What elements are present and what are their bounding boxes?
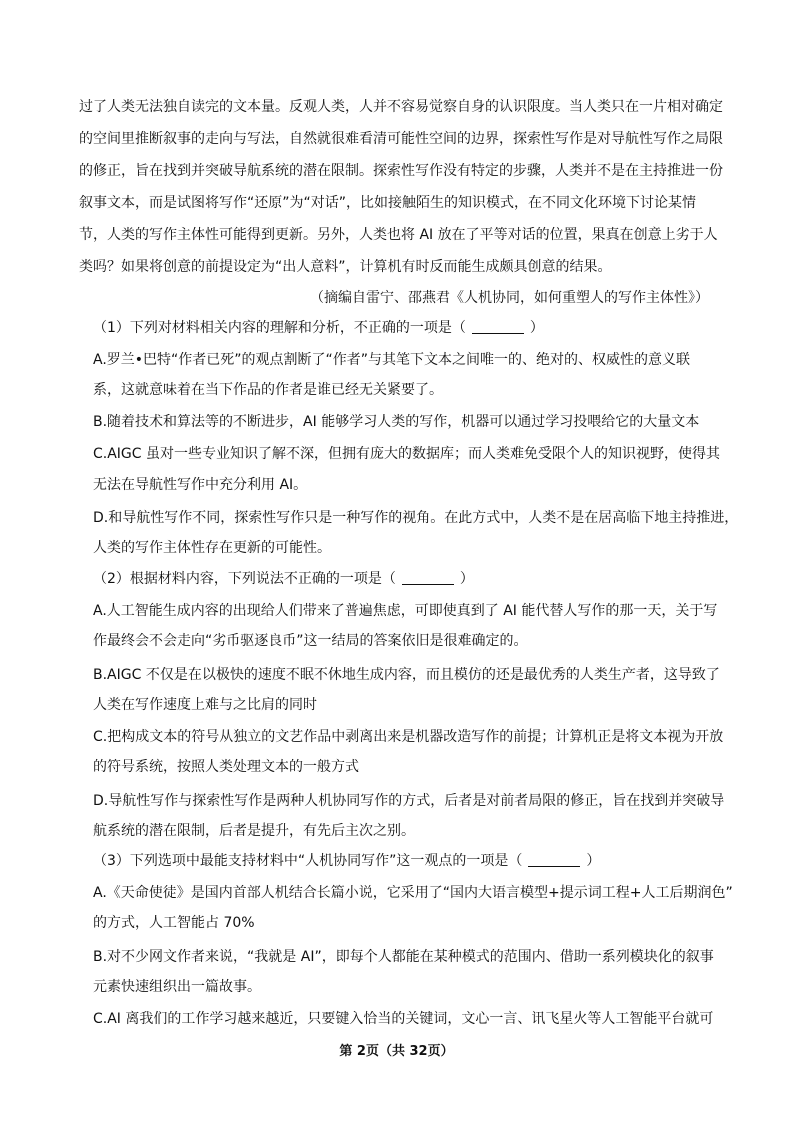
q3-option-a-line-2: 的方式，人工智能占 70% — [93, 915, 255, 931]
q1-option-b-line-1: B.随着技术和算法等的不断进步，AI 能够学习人类的写作，机器可以通过学习投喂给它的大量文本 — [93, 414, 700, 430]
q2-option-b-line-1: B.AIGC 不仅是在以极快的速度不眠不休地生成内容，而且模仿的还是最优秀的人类生产者，这导致了 — [93, 667, 720, 683]
q1-option-a-line-1: A.罗兰•巴特“作者已死”的观点割断了“作者”与其笔下文本之间唯一的、绝对的、权威性的意义联 — [93, 352, 691, 368]
question-3-text: （3）下列选项中最能支持材料中“人机协同写作”这一观点的一项是（ — [93, 853, 523, 869]
question-2-text: （2）根据材料内容，下列说法不正确的一项是（ — [93, 571, 396, 587]
q1-option-a-line-2: 系，这就意味着在当下作品的作者是谁已经无关紧要了。 — [93, 382, 443, 398]
question-3-stem — [93, 846, 600, 876]
q2-option-c-line-2: 的符号系统，按照人类处理文本的一般方式 — [93, 759, 359, 775]
q1-option-c-line-2: 无法在导航性写作中充分利用 AI。 — [93, 477, 308, 493]
q2-option-c-line-1: C.把构成文本的符号从独立的文艺作品中剥离出来是机器改造写作的前提；计算机正是将文本视为开放 — [93, 729, 724, 745]
question-3-close: ） — [586, 853, 601, 869]
body-line-4: 叙事文本，而是试图将写作“还原”为“对话”，比如接触陌生的知识模式，在不同文化环境下讨论某情 — [79, 195, 697, 211]
q1-option-d-line-1: D.和导航性写作不同，探索性写作只是一种写作的视角。在此方式中，人类不是在居高临下地主持推进， — [93, 510, 739, 526]
q3-option-b-line-2: 元素快速组织出一篇故事。 — [93, 979, 261, 995]
question-2-close: ） — [459, 571, 474, 587]
question-2-stem — [93, 564, 474, 594]
body-line-2: 的空间里推断叙事的走向与写法，自然就很难看清可能性空间的边界，探索性写作是对导航性写作之局限 — [79, 131, 723, 147]
body-line-1: 过了人类无法独自读完的文本量。反观人类，人并不容易觉察自身的认识限度。当人类只在一片相对确定 — [79, 99, 723, 115]
question-1-text: （1）下列对材料相关内容的理解和分析，不正确的一项是（ — [93, 320, 466, 336]
q1-option-c-line-1: C.AIGC 虽对一些专业知识了解不深，但拥有庞大的数据库；而人类难免受限个人的知识视野，使得其 — [93, 446, 721, 462]
q3-option-c-line-1: C.AI 离我们的工作学习越来越近，只要键入恰当的关键词，文心一言、讯飞星火等人工智能平台就可 — [93, 1011, 714, 1027]
q2-option-a-line-2: 作最终会不会走向“劣币驱逐良币”这一结局的答案依旧是很难确定的。 — [93, 633, 528, 649]
q1-option-d-line-2: 人类的写作主体性存在更新的可能性。 — [93, 540, 331, 556]
answer-blank-3[interactable] — [528, 852, 580, 867]
q2-option-d-line-2: 航系统的潜在限制，后者是提升，有先后主次之别。 — [93, 823, 415, 839]
q2-option-a-line-1: A.人工智能生成内容的出现给人们带来了普遍焦虑，可即使真到了 AI 能代替人写作的那一天，关于写 — [93, 603, 718, 619]
body-line-5: 节，人类的写作主体性可能得到更新。另外，人类也将 AI 放在了平等对话的位置，果真在创意上劣于人 — [79, 227, 718, 243]
q3-option-a-line-1: A.《天命使徒》是国内首部人机结合长篇小说，它采用了“国内大语言模型+提示词工程+人工后期润色” — [93, 885, 733, 901]
answer-blank-2[interactable] — [402, 570, 454, 585]
body-line-6: 类吗？如果将创意的前提设定为“出人意料”，计算机有时反而能生成颇具创意的结果。 — [79, 259, 612, 275]
answer-blank-1[interactable] — [472, 319, 524, 334]
question-1-stem — [93, 313, 544, 343]
q3-option-b-line-1: B.对不少网文作者来说，“我就是 AI”，即每个人都能在某种模式的范围内、借助一系列模块化的叙事 — [93, 949, 714, 965]
question-1-close: ） — [529, 320, 544, 336]
q2-option-d-line-1: D.导航性写作与探索性写作是两种人机协同写作的方式，后者是对前者局限的修正，旨在找到并突破导 — [93, 793, 725, 809]
page-number: 第 2页（共 32页） — [339, 1044, 454, 1059]
source-citation: （摘编自雷宁、邵燕君《人机协同，如何重塑人的写作主体性》） — [310, 290, 709, 306]
q2-option-b-line-2: 人类在写作速度上难与之比肩的同时 — [93, 697, 317, 713]
body-line-3: 的修正，旨在找到并突破导航系统的潜在限制。探索性写作没有特定的步骤，人类并不是在主持推进一份 — [79, 163, 723, 179]
